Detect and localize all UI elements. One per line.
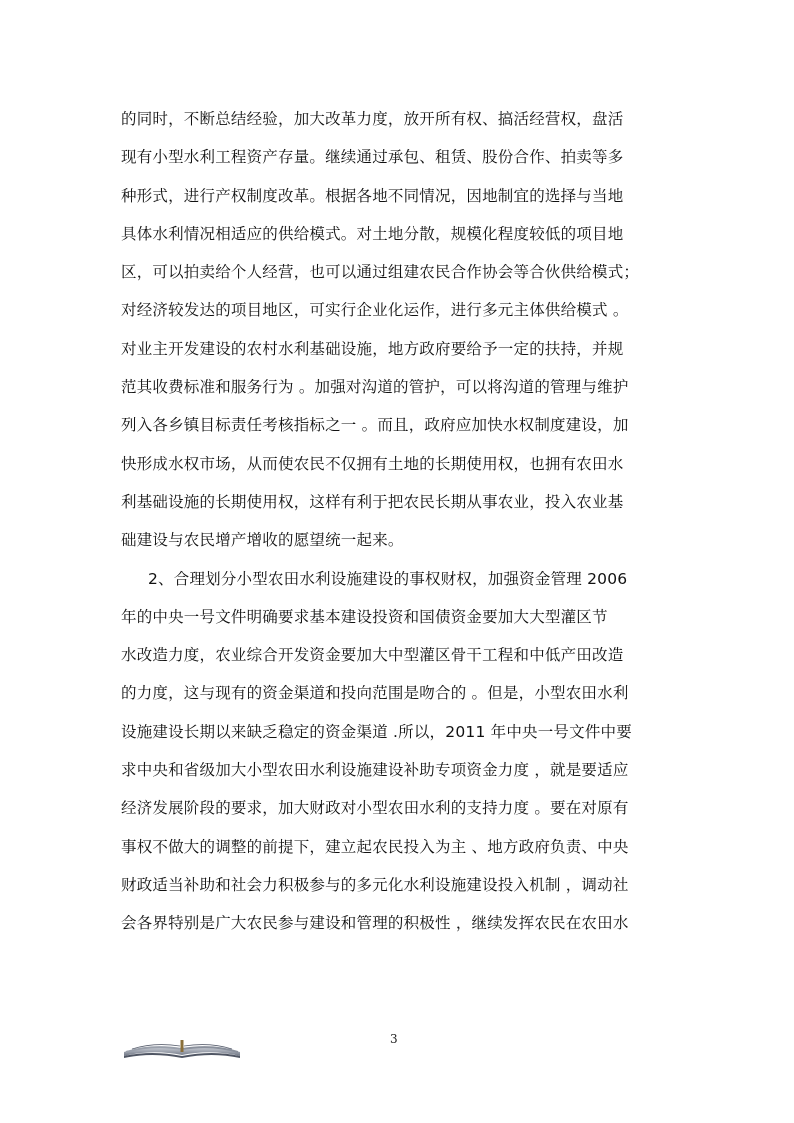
section-heading-line: 2、合理划分小型农田水利设施建设的事权财权，加强资金管理 2006 [148, 569, 628, 588]
text-line: 对业主开发建设的农村水利基础设施，地方政府要给予一定的扶持，并规 [121, 339, 624, 358]
text-line: 财政适当补助和社会力积极参与的多元化水利设施建设投入机制 ，调动社 [121, 875, 629, 894]
text-line: 利基础设施的长期使用权，这样有利于把农民长期从事农业，投入农业基 [121, 492, 624, 511]
text-line: 种形式，进行产权制度改革。根据各地不同情况，因地制宜的选择与当地 [121, 186, 624, 205]
text-line: 事权不做大的调整的前提下，建立起农民投入为主 、地方政府负责、中央 [121, 837, 629, 856]
body-text [121, 100, 681, 943]
text-line: 年的中央一号文件明确要求基本建设投资和国债资金要加大大型灌区节 [121, 607, 608, 626]
text-line: 快形成水权市场，从而使农民不仅拥有土地的长期使用权，也拥有农田水 [121, 454, 624, 473]
text-line: 范其收费标准和服务行为 。加强对沟道的管护，可以将沟道的管理与维护 [121, 378, 629, 397]
text-line: 经济发展阶段的要求，加大财政对小型农田水利的支持力度 。要在对原有 [121, 799, 629, 818]
text-line: 的力度，这与现有的资金渠道和投向范围是吻合的 。但是，小型农田水利 [121, 684, 629, 703]
text-line: 设施建设长期以来缺乏稳定的资金渠道 .所以，2011 年中央一号文件中要 [121, 722, 632, 741]
text-line: 区，可以拍卖给个人经营，也可以通过组建农民合作协会等合伙供给模式； [121, 263, 640, 282]
page-number: 3 [390, 1032, 398, 1046]
text-line: 列入各乡镇目标责任考核指标之一 。而且，政府应加快水权制度建设，加 [121, 416, 629, 435]
text-line: 具体水利情况相适应的供给模式。对土地分散，规模化程度较低的项目地 [121, 224, 624, 243]
open-book-icon [122, 1034, 242, 1060]
text-line: 求中央和省级加大小型农田水利设施建设补助专项资金力度 ，就是要适应 [121, 761, 629, 780]
text-line: 现有小型水利工程资产存量。继续通过承包、租赁、股份合作、拍卖等多 [121, 148, 624, 167]
text-line: 对经济较发达的项目地区，可实行企业化运作，进行多元主体供给模式 。 [121, 301, 629, 320]
text-line: 的同时，不断总结经验，加大改革力度，放开所有权、搞活经营权，盘活 [121, 110, 624, 128]
text-line: 水改造力度，农业综合开发资金要加大中型灌区骨干工程和中低产田改造 [121, 646, 624, 665]
text-line: 会各界特别是广大农民参与建设和管理的积极性 ，继续发挥农民在农田水 [121, 914, 629, 933]
text-line: 础建设与农民增产增收的愿望统一起来。 [121, 531, 404, 550]
